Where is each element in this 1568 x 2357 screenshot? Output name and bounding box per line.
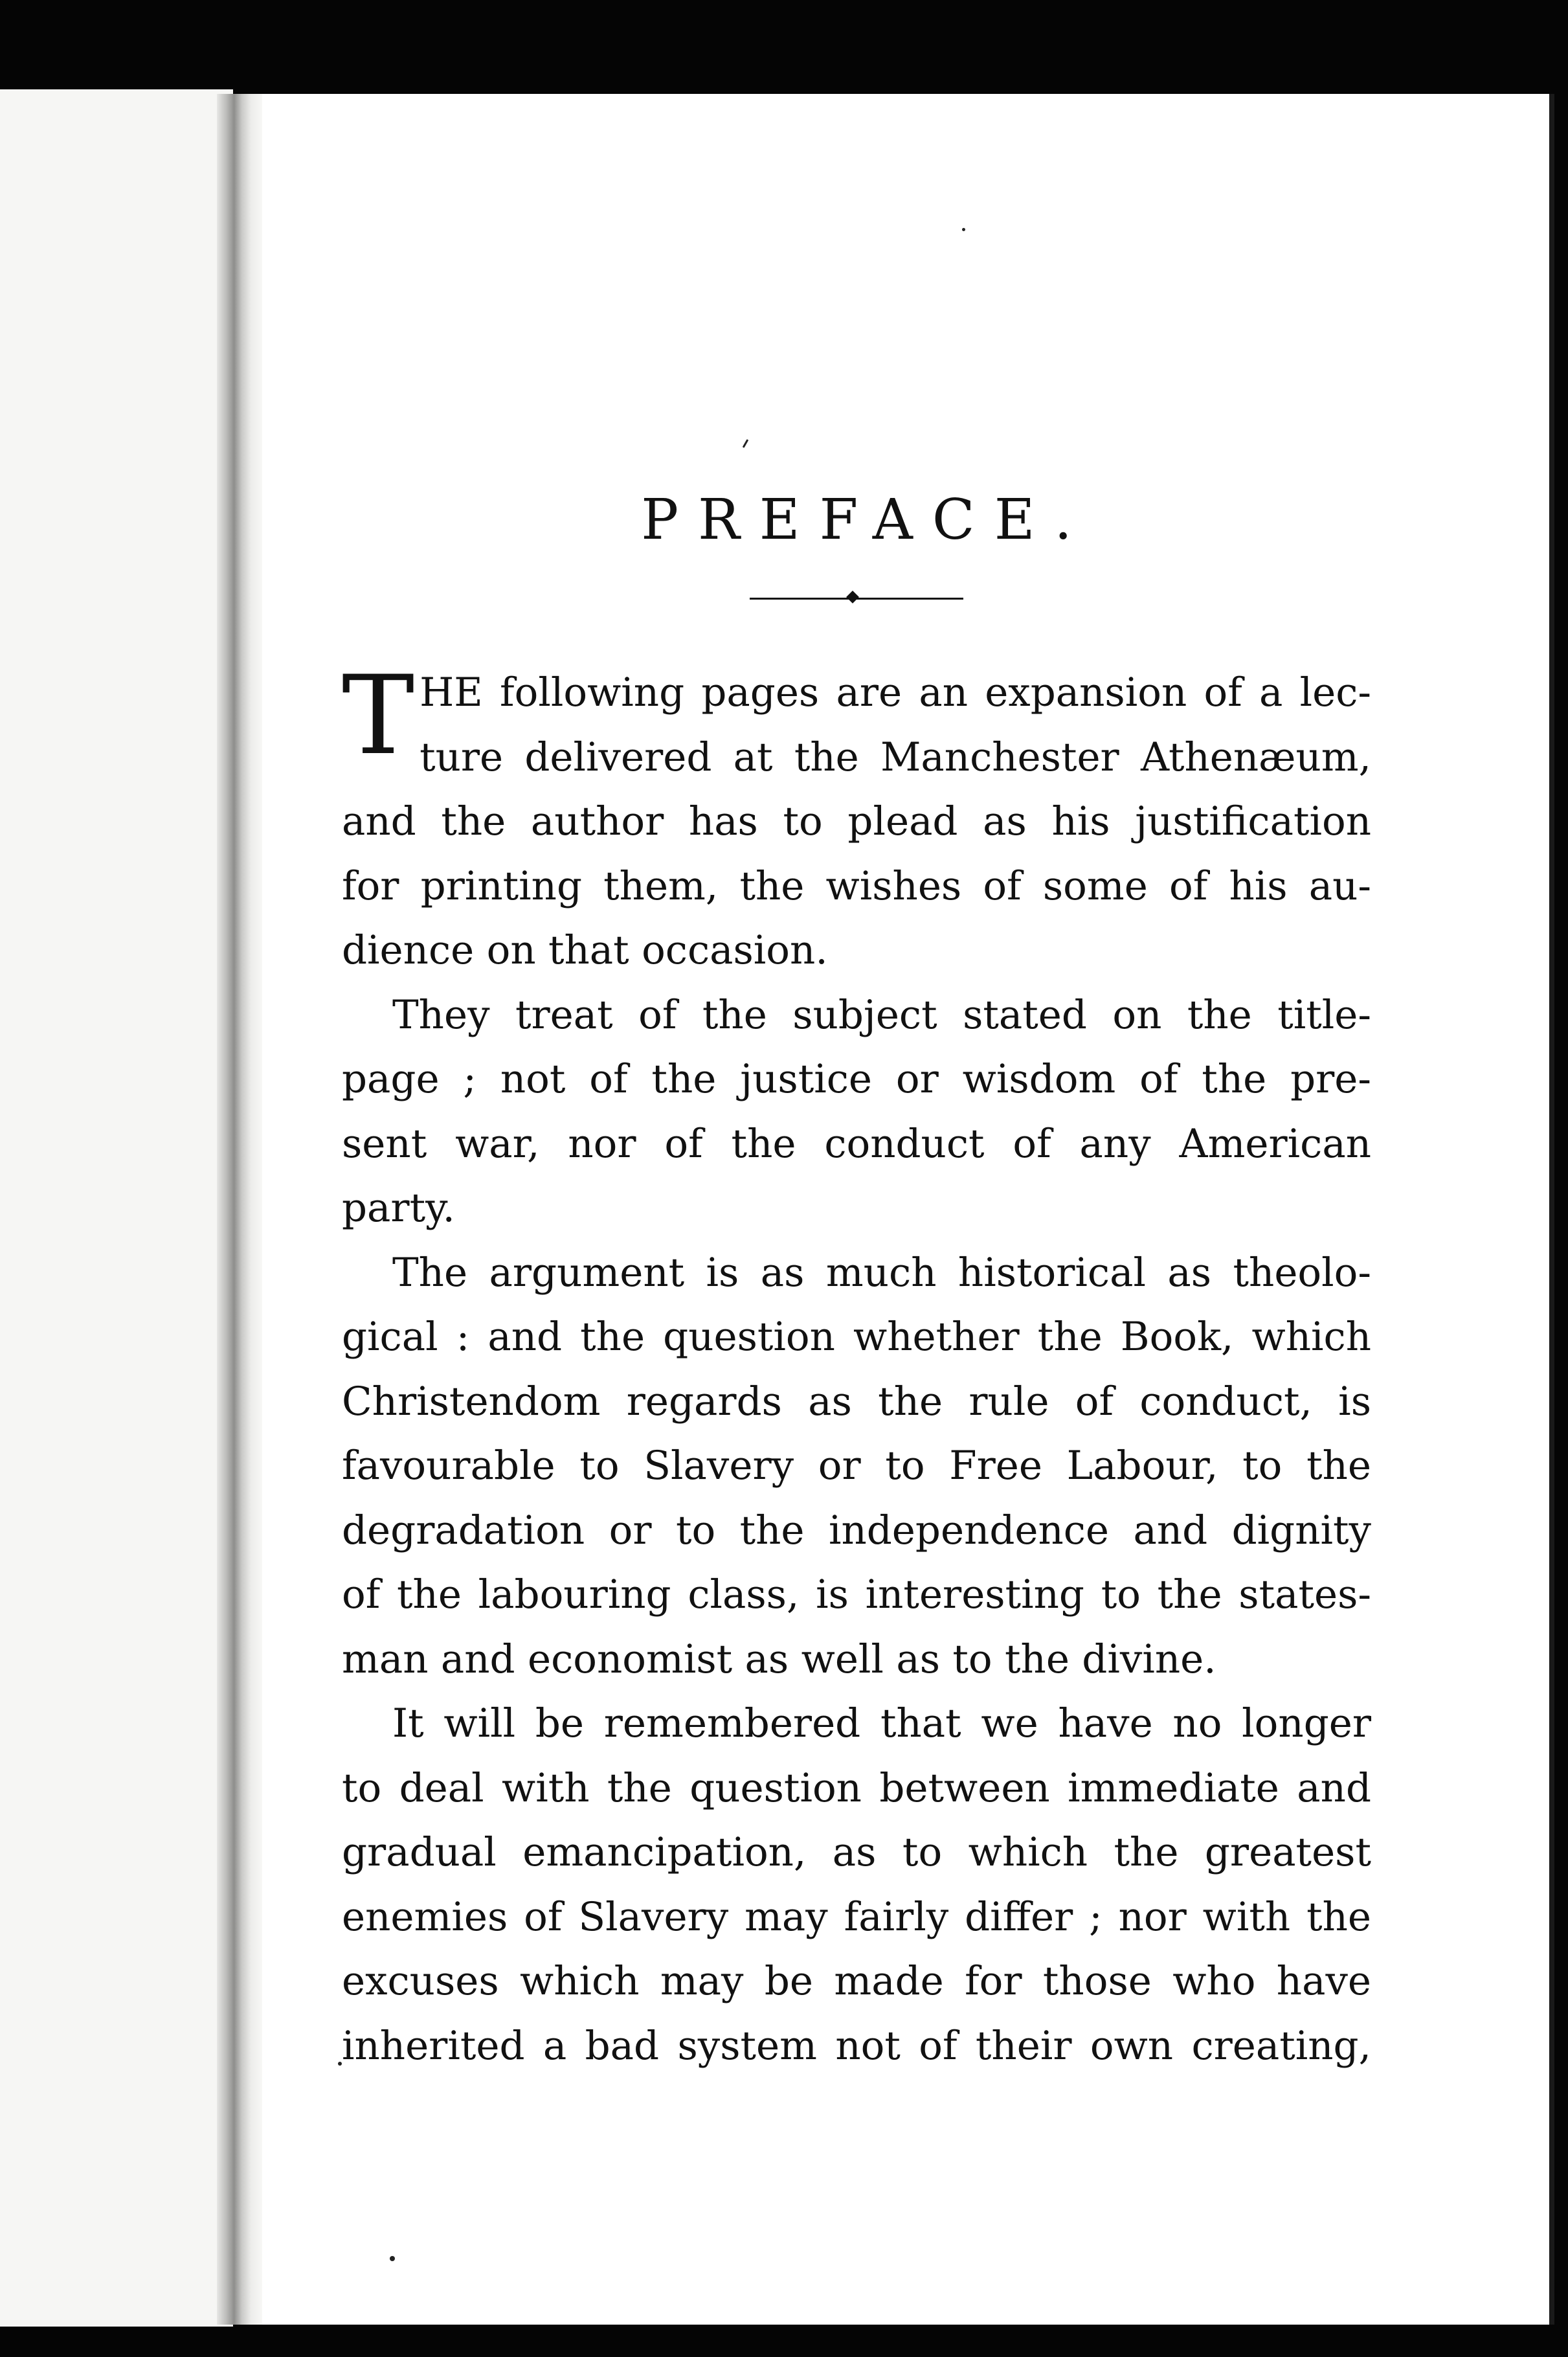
text-line: sent war, nor of the conduct of any American bbox=[342, 1120, 1371, 1167]
facing-page-edge bbox=[0, 89, 233, 2327]
text-line: The argument is as much historical as theolo- bbox=[392, 1249, 1371, 1296]
text-line: gical : and the question whether the Book, which bbox=[342, 1314, 1371, 1360]
text-line: to deal with the question between immediate and bbox=[342, 1765, 1371, 1811]
text-line: page ; not of the justice or wisdom of the pre- bbox=[342, 1056, 1371, 1102]
text-line: dience on that occasion. bbox=[342, 927, 828, 973]
ornamental-rule bbox=[750, 592, 963, 605]
text-line: degradation or to the independence and dignity bbox=[342, 1507, 1371, 1553]
text-line: Christendom regards as the rule of conduct, is bbox=[342, 1378, 1371, 1425]
paragraph-4 bbox=[342, 1691, 1371, 2078]
preface-body bbox=[342, 652, 1371, 2078]
ink-speck bbox=[390, 2256, 395, 2261]
text-line: It will be remembered that we have no longer bbox=[392, 1700, 1371, 1746]
text-line: for printing them, the wishes of some of his au- bbox=[342, 863, 1371, 909]
text-line: party. bbox=[342, 1185, 455, 1231]
text-line: favourable to Slavery or to Free Labour, to the bbox=[342, 1443, 1371, 1489]
text-line: HE following pages are an expansion of a lec- bbox=[420, 670, 1371, 716]
rule-ornament bbox=[846, 591, 859, 603]
page-right-edge bbox=[1549, 94, 1554, 2325]
paragraph-2 bbox=[342, 983, 1371, 1241]
preface-content bbox=[342, 453, 1371, 2078]
page-title: PREFACE. bbox=[641, 488, 1092, 552]
text-line: ture delivered at the Manchester Athenæum, bbox=[420, 734, 1371, 780]
text-line: enemies of Slavery may fairly differ ; nor with the bbox=[342, 1893, 1371, 1940]
text-line: excuses which may be made for those who have bbox=[342, 1958, 1371, 2004]
binding-gutter bbox=[217, 94, 262, 2325]
paragraph-3 bbox=[342, 1241, 1371, 1692]
text-line: gradual emancipation, as to which the greatest bbox=[342, 1829, 1371, 1875]
text-line: inherited a bad system not of their own creating, bbox=[342, 2022, 1371, 2069]
ink-speck bbox=[962, 228, 965, 231]
text-line: man and economist as well as to the divine. bbox=[342, 1636, 1216, 1682]
drop-cap: T bbox=[342, 652, 415, 779]
text-line: and the author has to plead as his justification bbox=[342, 798, 1371, 844]
paragraph-1 bbox=[342, 652, 1371, 983]
text-line: of the labouring class, is interesting to the states- bbox=[342, 1572, 1371, 1618]
text-line: They treat of the subject stated on the title- bbox=[392, 991, 1371, 1038]
